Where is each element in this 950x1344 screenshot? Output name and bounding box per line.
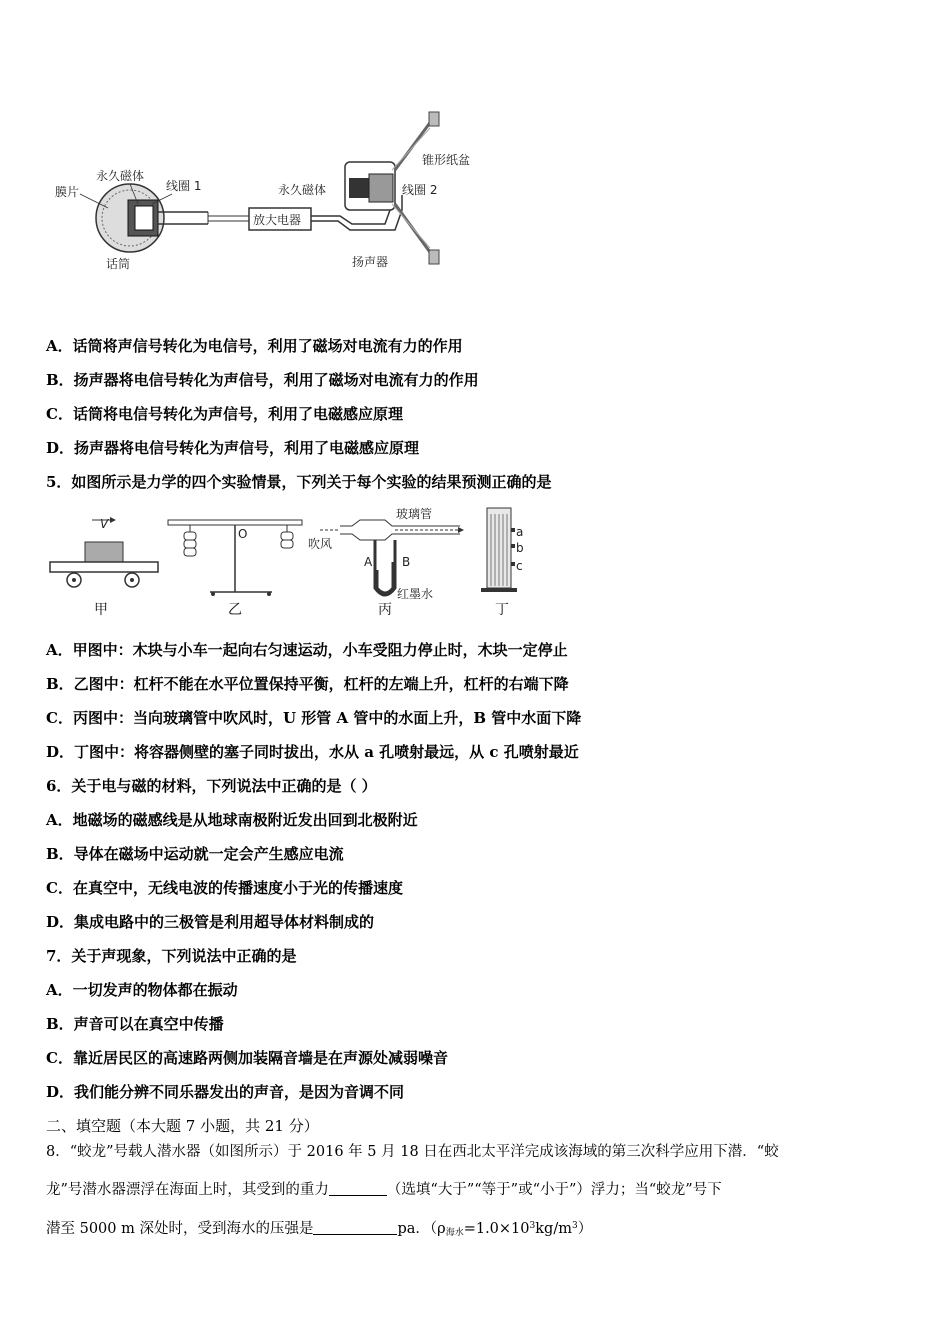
q7-option-a: A．一切发声的物体都在振动 bbox=[46, 981, 238, 999]
microphone-leads bbox=[208, 216, 249, 221]
caption-ding: 丁 bbox=[495, 602, 509, 618]
q5-stem: 5．如图所示是力学的四个实验情景，下列关于每个实验的结果预测正确的是 bbox=[46, 473, 552, 491]
q8-superscript: 3 bbox=[529, 1221, 536, 1231]
q6-option-b: B．导体在磁场中运动就一定会产生感应电流 bbox=[46, 845, 344, 863]
q8-line-3 bbox=[46, 1216, 910, 1243]
q6-option-c: C．在真空中，无线电波的传播速度小于光的传播速度 bbox=[46, 879, 403, 897]
q6-stem: 6．关于电与磁的材料，下列说法中正确的是（ ） bbox=[46, 777, 377, 795]
hole-b-label: b bbox=[516, 541, 524, 555]
q6-option-a: A．地磁场的磁感线是从地球南极附近发出回到北极附近 bbox=[46, 811, 418, 829]
red-ink-label: 红墨水 bbox=[397, 587, 434, 601]
q8-superscript-2: 3 bbox=[571, 1221, 578, 1231]
microphone-speaker-figure bbox=[40, 100, 500, 280]
q8-blank-1[interactable] bbox=[329, 1181, 387, 1196]
q8-line-3-part-a: 潜至 5000 m 深处时，受到海水的压强是 bbox=[46, 1221, 314, 1237]
cart-body bbox=[50, 562, 158, 572]
q6-option-d: D．集成电路中的三极管是利用超导体材料制成的 bbox=[46, 913, 375, 931]
microphone-drawing bbox=[96, 184, 208, 252]
label-speaker: 扬声器 bbox=[352, 255, 389, 269]
q7-option-b: B．声音可以在真空中传播 bbox=[46, 1015, 224, 1033]
q8-line-3-part-d: kg/m bbox=[535, 1221, 572, 1237]
caption-yi: 乙 bbox=[228, 602, 242, 618]
label-coil1: 线圈 1 bbox=[166, 179, 202, 193]
q5-option-a: A．甲图中：木块与小车一起向右匀速运动，小车受阻力停止时，木块一定停止 bbox=[46, 641, 568, 659]
tube-a-label: A bbox=[364, 555, 373, 569]
hole-a-label: a bbox=[516, 525, 524, 539]
label-cone: 锥形纸盆 bbox=[422, 153, 471, 167]
velocity-label: V bbox=[100, 517, 109, 531]
q7-option-d: D．我们能分辨不同乐器发出的声音，是因为音调不同 bbox=[46, 1083, 405, 1101]
q8-line-3-part-e: ） bbox=[577, 1221, 593, 1237]
figure-ding bbox=[481, 508, 524, 618]
label-magnet1: 永久磁体 bbox=[96, 169, 145, 183]
label-amplifier: 放大电器 bbox=[253, 213, 302, 227]
hole-c-label: c bbox=[516, 559, 523, 573]
q7-stem: 7．关于声现象，下列说法中正确的是 bbox=[46, 947, 297, 965]
tube-b-label: B bbox=[402, 555, 411, 569]
q5-option-b: B．乙图中：杠杆不能在水平位置保持平衡，杠杆的左端上升，杠杆的右端下降 bbox=[46, 675, 569, 693]
mechanics-experiments-figure bbox=[40, 500, 560, 625]
q7-option-c: C．靠近居民区的高速路两侧加装隔音墙是在声源处减弱噪音 bbox=[46, 1049, 448, 1067]
q8-subscript: 海水 bbox=[445, 1228, 464, 1238]
q4-option-d: D．扬声器将电信号转化为声信号，利用了电磁感应原理 bbox=[46, 439, 420, 457]
q8-blank-2[interactable] bbox=[313, 1220, 397, 1235]
figure-yi bbox=[168, 520, 302, 618]
q8-line-2-part-a: 龙”号潜水器漂浮在海面上时，其受到的重力 bbox=[46, 1182, 329, 1198]
q8-line-1: 8．“蛟龙”号载人潜水器（如图所示）于 2016 年 5 月 18 日在西北太平洋完成该海域的第三次科学应用下潜．“蛟 bbox=[46, 1144, 779, 1160]
caption-jia: 甲 bbox=[94, 602, 108, 618]
caption-bing: 丙 bbox=[378, 602, 392, 618]
q4-option-a: A．话筒将声信号转化为电信号，利用了磁场对电流有力的作用 bbox=[46, 337, 463, 355]
q8-line-3-part-b: pa．（ρ bbox=[397, 1221, 446, 1237]
q5-option-d: D．丁图中：将容器侧壁的塞子同时拔出，水从 a 孔喷射最远，从 c 孔喷射最近 bbox=[46, 743, 579, 761]
figure-bing bbox=[308, 506, 464, 618]
section-heading: 二、填空题（本大题 7 小题，共 21 分） bbox=[46, 1117, 319, 1135]
label-diaphragm: 膜片 bbox=[55, 185, 80, 199]
label-magnet2: 永久磁体 bbox=[278, 183, 327, 197]
label-microphone: 话筒 bbox=[106, 257, 131, 271]
q8-line-3-part-c: =1.0×10 bbox=[463, 1221, 530, 1237]
glass-tube-label: 玻璃管 bbox=[396, 507, 433, 521]
q5-option-c: C．丙图中：当向玻璃管中吹风时，U 形管 A 管中的水面上升，B 管中水面下降 bbox=[46, 709, 582, 727]
blow-label: 吹风 bbox=[308, 537, 333, 551]
pivot-label: O bbox=[238, 527, 248, 541]
q4-option-c: C．话筒将电信号转化为声信号，利用了电磁感应原理 bbox=[46, 405, 403, 423]
q4-option-b: B．扬声器将电信号转化为声信号，利用了磁场对电流有力的作用 bbox=[46, 371, 479, 389]
label-coil2: 线圈 2 bbox=[402, 183, 438, 197]
wood-block bbox=[85, 542, 123, 562]
figure-jia bbox=[50, 517, 158, 618]
q8-line-2 bbox=[46, 1180, 910, 1200]
q8-line-2-part-b: （选填“大于”“等于”或“小于”）浮力；当“蛟龙”号下 bbox=[386, 1182, 722, 1198]
